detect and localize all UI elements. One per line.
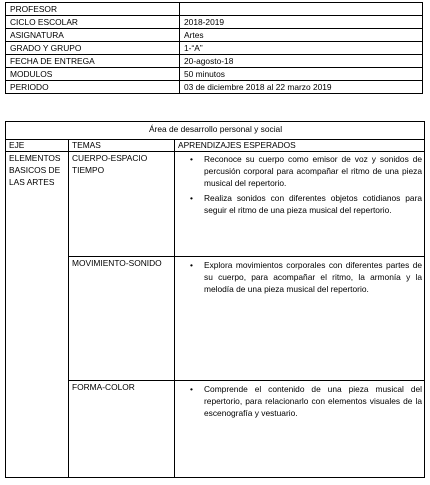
bullet-icon: • (190, 260, 193, 270)
info-row-profesor (6, 3, 423, 16)
info-table (5, 2, 423, 94)
area-title: Área de desarrollo personal y social (6, 122, 425, 140)
aprendizaje-text: Explora movimientos corporales con diferentes partes de su cuerpo, para acompañar el ritmo, la armonía y la melodía de una pieza musical del repertorio. (204, 260, 423, 294)
aprendizajes-cell (175, 152, 425, 257)
aprendizaje-text: Comprende el contenido de una pieza musical del repertorio, para relacionarlo con elementos visuales de la escenografía y vestuario. (204, 384, 423, 418)
info-row-grado-grupo (6, 42, 423, 55)
tema-cell: FORMA-COLOR (69, 381, 175, 478)
info-label: PROFESOR (6, 3, 180, 16)
info-label: GRADO Y GRUPO (6, 42, 180, 55)
header-temas: TEMAS (69, 140, 175, 152)
info-row-ciclo-escolar (6, 16, 423, 29)
info-label: MODULOS (6, 68, 180, 81)
list-item (190, 153, 423, 189)
info-label: FECHA DE ENTREGA (6, 55, 180, 68)
table-row (6, 257, 425, 381)
aprendizaje-text: Realiza sonidos con diferentes objetos cotidianos para seguir el ritmo de una pieza musical del repertorio. (204, 193, 423, 215)
bullet-icon: • (190, 384, 193, 394)
aprendizajes-cell (175, 381, 425, 478)
aprendizaje-text: Reconoce su cuerpo como emisor de voz y sonidos de percusión corporal para acompañar el ritmo de una pieza musical del repertorio. (204, 154, 423, 188)
bullet-icon: • (190, 154, 193, 164)
info-value: 50 minutos (180, 68, 423, 81)
header-eje: EJE (6, 140, 69, 152)
table-header-row (6, 140, 425, 152)
info-value (180, 3, 423, 16)
info-row-modulos (6, 68, 423, 81)
info-label: PERIODO (6, 81, 180, 94)
info-row-periodo (6, 81, 423, 94)
learning-table (5, 121, 425, 478)
info-value: 1-“A” (180, 42, 423, 55)
header-aprendizajes: APRENDIZAJES ESPERADOS (175, 140, 425, 152)
tema-cell: MOVIMIENTO-SONIDO (69, 257, 175, 381)
table-row (6, 152, 425, 257)
info-value: 20-agosto-18 (180, 55, 423, 68)
list-item (190, 192, 423, 216)
info-value: Artes (180, 29, 423, 42)
bullet-icon: • (190, 193, 193, 203)
info-label: ASIGNATURA (6, 29, 180, 42)
info-label: CICLO ESCOLAR (6, 16, 180, 29)
table-row (6, 381, 425, 478)
info-value: 2018-2019 (180, 16, 423, 29)
list-item (190, 383, 423, 419)
info-row-fecha-entrega (6, 55, 423, 68)
eje-cell: ELEMENTOS BASICOS DE LAS ARTES (6, 152, 69, 478)
info-value: 03 de diciembre 2018 al 22 marzo 2019 (180, 81, 423, 94)
aprendizajes-cell (175, 257, 425, 381)
tema-cell: CUERPO-ESPACIO TIEMPO (69, 152, 175, 257)
list-item (190, 259, 423, 295)
info-row-asignatura (6, 29, 423, 42)
